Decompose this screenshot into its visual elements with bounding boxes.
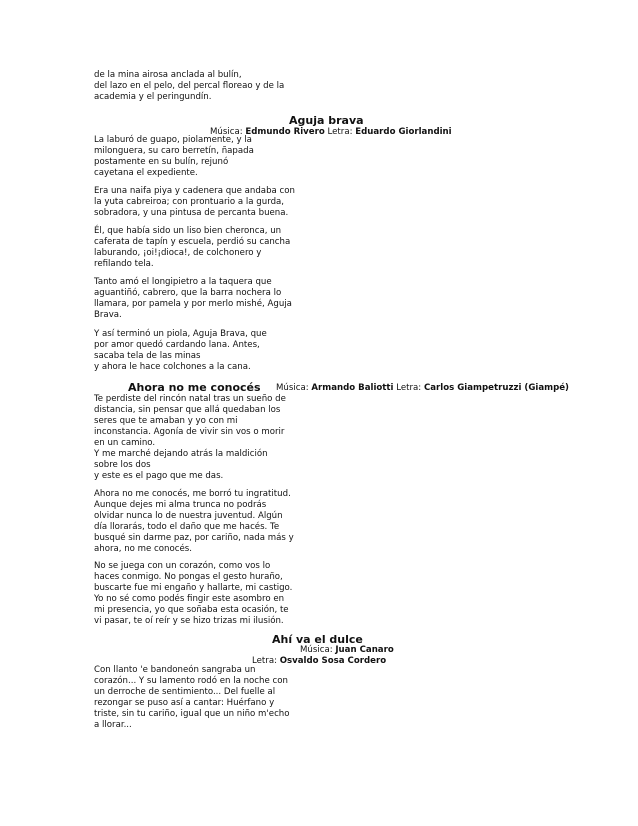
text-line: aguantiñó, cabrero, que la barra nochera lo: [94, 288, 282, 298]
lyrics-author: Carlos Giampetruzzi (Giampé): [423, 383, 569, 393]
stanza: [94, 561, 293, 627]
intro-paragraph: [94, 70, 285, 103]
song-title: Aguja brava: [289, 114, 364, 127]
stanza: [94, 329, 280, 373]
text-line: milonguera, su caro berretín, ñapada: [94, 146, 254, 156]
stanza: [94, 394, 286, 482]
text-line: No se juega con un corazón, como vos lo: [94, 561, 271, 571]
music-label: Música:: [210, 127, 243, 137]
stanza: [94, 489, 294, 555]
stanza: [94, 135, 280, 179]
text-line: Con llanto 'e bandoneón sangraba un: [94, 665, 256, 675]
text-line: postamente en su bulín, rejunó: [94, 157, 229, 167]
text-line: un derroche de sentimiento... Del fuelle al: [94, 687, 276, 697]
text-line: Tanto amó el longipietro a la taquera que: [94, 277, 272, 287]
text-line: del lazo en el pelo, del percal floreao y de la: [94, 81, 285, 91]
stanza: [94, 226, 291, 270]
text-line: Ahora no me conocés, me borró tu ingratitud.: [94, 489, 291, 499]
stanza: [94, 665, 290, 731]
song-credit-music: [300, 645, 394, 655]
text-line: y este es el pago que me das.: [94, 471, 224, 481]
lyrics-label: Letra:: [396, 383, 422, 393]
text-line: rezongar se puso así a cantar: Huérfano y: [94, 698, 275, 708]
text-line: a llorar...: [94, 720, 132, 730]
text-line: Yo no sé como podés fingir este asombro en: [94, 594, 285, 604]
text-line: cayetana el expediente.: [94, 168, 198, 178]
text-line: en un camino.: [94, 438, 156, 448]
text-line: Aunque dejes mi alma trunca no podrás: [94, 500, 267, 510]
music-label: Música:: [276, 383, 309, 393]
text-line: de la mina airosa anclada al bulín,: [94, 70, 242, 80]
text-line: ahora, no me conocés.: [94, 544, 192, 554]
text-line: olvidar nunca lo de nuestra juventud. Algún: [94, 511, 283, 521]
text-line: mi presencia, yo que soñaba esta ocasión, te: [94, 605, 289, 615]
text-line: Brava.: [94, 310, 122, 320]
lyrics-label: Letra:: [252, 656, 277, 666]
text-line: Y así terminó un piola, Aguja Brava, que: [94, 329, 267, 339]
text-line: La laburó de guapo, piolamente, y la: [94, 135, 252, 145]
music-author: Edmundo Rivero: [245, 127, 325, 137]
stanza: [94, 277, 292, 321]
text-line: distancia, sin pensar que allá quedaban los: [94, 405, 281, 415]
text-line: caferata de tapín y escuela, perdió su cancha: [94, 237, 291, 247]
text-line: sacaba tela de las minas: [94, 351, 201, 361]
text-line: sobre los dos: [94, 460, 151, 470]
stanza: [94, 186, 295, 219]
text-line: triste, sin tu cariño, igual que un niño m'echo: [94, 709, 290, 719]
text-line: laburando, ¡oi!¡dioca!, de colchonero y: [94, 248, 262, 258]
song-title: Ahora no me conocés: [128, 381, 261, 394]
text-line: academia y el peringundín.: [94, 92, 212, 102]
music-label: Música:: [300, 645, 333, 655]
text-line: seres que te amaban y yo con mi: [94, 416, 238, 426]
lyrics-author: Eduardo Giorlandini: [355, 127, 452, 137]
text-line: Era una naifa piya y cadenera que andaba con: [94, 186, 295, 196]
lyrics-author: Osvaldo Sosa Cordero: [279, 656, 387, 666]
text-line: Te perdiste del rincón natal tras un sueño de: [94, 394, 286, 404]
text-line: y ahora le hace colchones a la cana.: [94, 362, 251, 372]
text-line: vi pasar, te oí reír y se hizo trizas mi ilusión.: [94, 616, 284, 626]
text-line: refilando tela.: [94, 259, 154, 269]
text-line: Y me marché dejando atrás la maldición: [94, 449, 268, 459]
text-line: haces conmigo. No pongas el gesto huraño,: [94, 572, 283, 582]
text-line: Él, que había sido un liso bien cheronca, un: [94, 226, 282, 236]
music-author: Armando Baliotti: [311, 383, 394, 393]
song-credit: [276, 383, 569, 393]
text-line: busqué sin darme paz, por cariño, nada más y: [94, 533, 294, 543]
text-line: buscarte fue mi engaño y hallarte, mi castigo.: [94, 583, 293, 593]
song-title: Ahí va el dulce: [272, 633, 363, 646]
text-line: día llorarás, todo el daño que me hacés. Te: [94, 522, 280, 532]
lyrics-label: Letra:: [327, 127, 353, 137]
text-line: sobradora, y una pintusa de percanta buena.: [94, 208, 289, 218]
music-author: Juan Canaro: [335, 645, 394, 655]
text-line: la yuta cabreiroa; con prontuario a la gurda,: [94, 197, 285, 207]
text-line: llamara, por pamela y por merlo mishé, Aguja: [94, 299, 292, 309]
text-line: inconstancia. Agonía de vivir sin vos o morir: [94, 427, 285, 437]
text-line: por amor quedó cardando lana. Antes,: [94, 340, 260, 350]
text-line: corazón... Y su lamento rodó en la noche con: [94, 676, 288, 686]
